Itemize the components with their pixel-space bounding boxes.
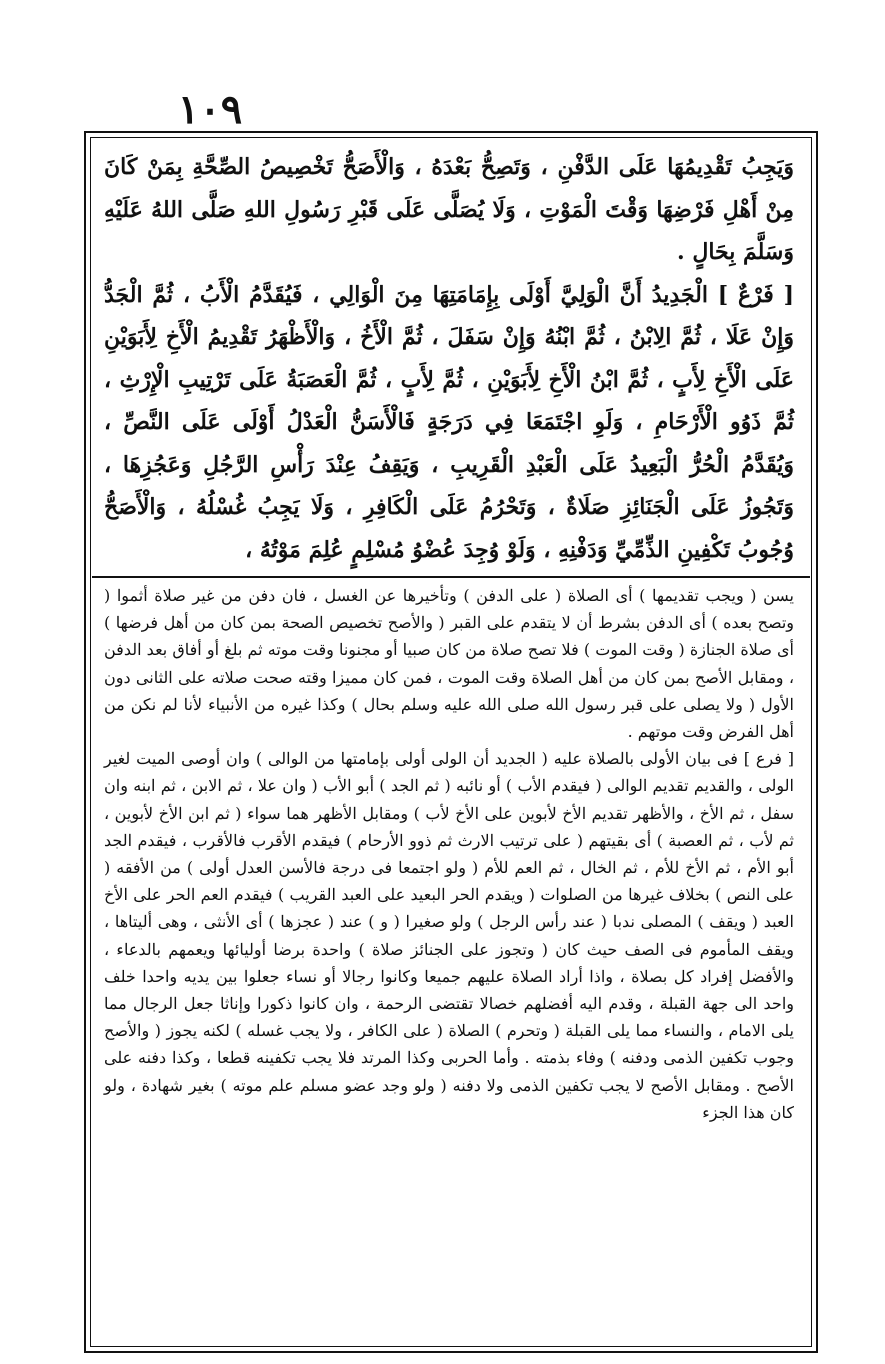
sharh-paragraph: يسن ( ويجب تقديمها ) أى الصلاة ( على الدفن ) وتأخيرها عن الغسل ، فان دفن من غير صلاة أثموا ( وتصح بعده ) أى الدفن بشرط أن لا يتقدم على القبر ( والأصح تخصيص الصحة بمن كان من أهل فرضها ) أى صلاة الجنازة ( وقت الموت ) فلا تصح صلاة من كان صبيا أو مجنونا وقت موته ثم بلغ أو أفاق بعد الدفن ، ومقابل الأصح بمن كان من أهل الصلاة وقت الموت ، فمن كان مميزا وقته صحت صلاته على الثانى دون الأول ( ولا يصلى على قبر رسول الله صلى الله عليه وسلم بحال ) وكذا غيره من الأنبياء لأنا لم نكن من أهل الفرض وقت موتهم . xyxy=(104,586,795,742)
matn-text xyxy=(104,146,794,571)
section-divider xyxy=(92,576,810,578)
matn-paragraph: [ فَرْعٌ ] الْجَدِيدُ أَنَّ الْوَلِيَّ أَوْلَى بِإِمَامَتِهَا مِنَ الْوَالِي ، فَيُقَدَّمُ الْأَبُ ، ثُمَّ الْجَدُّ وَإِنْ عَلَا ، ثُمَّ الِابْنُ ، ثُمَّ ابْنُهُ وَإِنْ سَفَلَ ، ثُمَّ الْأَخُ ، وَالْأَظْهَرُ تَقْدِيمُ الْأَخِ لِأَبَوَيْنِ عَلَى الْأَخِ لِأَبٍ ، ثُمَّ ابْنُ الْأَخِ لِأَبَوَيْنِ ، ثُمَّ لِأَبٍ ، ثُمَّ الْعَصَبَةُ عَلَى تَرْتِيبِ الْإِرْثِ ، ثُمَّ ذَوُو الْأَرْحَامِ ، وَلَوِ اجْتَمَعَا فِي دَرَجَةٍ فَالْأَسَنُّ الْعَدْلُ أَوْلَى عَلَى النَّصِّ ، وَيُقَدَّمُ الْحُرُّ الْبَعِيدُ عَلَى الْعَبْدِ الْقَرِيبِ ، وَيَقِفُ عِنْدَ رَأْسِ الرَّجُلِ وَعَجُزِهَا ، وَتَجُوزُ عَلَى الْجَنَائِزِ صَلَاةٌ ، وَتَحْرُمُ عَلَى الْكَافِرِ ، وَلَا يَجِبُ غُسْلُهُ ، وَالْأَصَحُّ وُجُوبُ تَكْفِينِ الذِّمِّيِّ وَدَفْنِهِ ، وَلَوْ وُجِدَ عُضْوُ مُسْلِمٍ عُلِمَ مَوْتُهُ ، xyxy=(104,281,794,563)
matn-paragraph: وَيَجِبُ تَقْدِيمُهَا عَلَى الدَّفْنِ ، وَتَصِحُّ بَعْدَهُ ، وَالْأَصَحُّ تَخْصِيصُ الصِّحَّةِ بِمَنْ كَانَ مِنْ أَهْلِ فَرْضِهَا وَقْتَ الْمَوْتِ ، وَلَا يُصَلَّى عَلَى قَبْرِ رَسُولِ اللهِ صَلَّى اللهُ عَلَيْهِ وَسَلَّمَ بِحَالٍ . xyxy=(104,154,794,265)
sharh-paragraph: [ فرع ] فى بيان الأولى بالصلاة عليه ( الجديد أن الولى أولى بإمامتها من الوالى ) وان أوصى الميت لغير الولى ، والقديم تقديم الوالى ( فيقدم الأب ) أو نائبه ( ثم الجد ) أبو الأب ( وان علا ، ثم الابن ، ثم ابنه وان سفل ، ثم الأخ ، والأظهر تقديم الأخ لأبوين على الأخ لأب ) ومقابل الأظهر هما سواء ( ثم ابن الأخ لأبوين ، ثم لأب ، ثم العصبة ) أى بقيتهم ( على ترتيب الارث ثم ذوو الأرحام ) فيقدم الأقرب فالأقرب ، فيقدم الجد أبو الأم ، ثم الأخ للأم ، ثم الخال ، ثم العم للأم ( ولو اجتمعا فى درجة فالأسن العدل أولى ) من الأفقه ( على النص ) بخلاف غيرها من الصلوات ( ويقدم الحر البعيد على العبد القريب ) فيقدم العم الحر على الأخ العبد ( ويقف ) المصلى ندبا ( عند رأس الرجل ) ولو صغيرا ( و ) عند ( عجزها ) أى الأنثى ، وهى أليتاها ، ويقف المأموم فى الصف حيث كان ( وتجوز على الجنائز صلاة ) واحدة برضا أوليائها ويعمهم بالدعاء ، والأفضل إفراد كل بصلاة ، واذا أراد الصلاة عليهم جميعا وكانوا رجالا أو نساء جعلوا بين يديه واحدا خلف واحد الى جهة القبلة ، وقدم اليه أفضلهم خصالا تقتضى الرحمة ، وان كانوا ذكورا وإناثا جعل الرجال مما يلى الامام ، والنساء مما يلى القبلة ( وتحرم ) الصلاة ( على الكافر ، ولا يجب غسله ) لكنه يجوز ( والأصح وجوب تكفين الذمى ودفنه ) وفاء بذمته . وأما الحربى وكذا المرتد فلا يجب تكفينه قطعا ، وكذا دفنه على الأصح . ومقابل الأصح لا يجب تكفين الذمى ولا دفنه ( ولو وجد عضو مسلم علم موته ) بغير شهادة ، ولو كان هذا الجزء xyxy=(104,749,794,1122)
page-number: ١٠٩ xyxy=(177,86,243,133)
sharh-commentary xyxy=(104,582,794,1344)
